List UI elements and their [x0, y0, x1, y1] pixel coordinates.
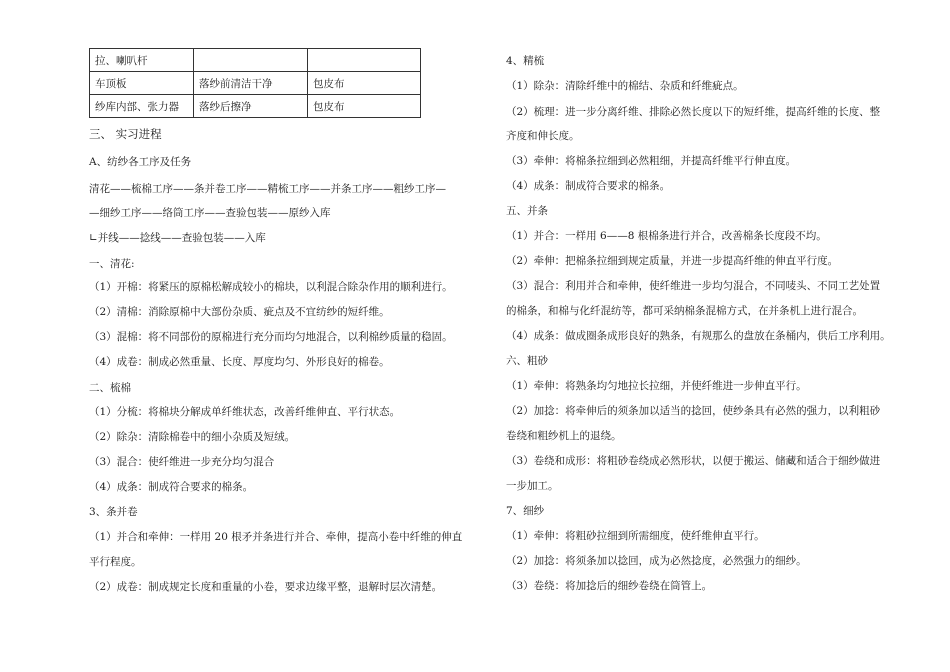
process-flow-line: 清花——梳棉工序——条并卷工序——精梳工序——并条工序——粗纱工序— [89, 183, 446, 195]
paragraph-line: 平行程度。 [89, 556, 142, 568]
section-heading: 三、 实习进程 [89, 127, 162, 141]
paragraph-line: （2）梳理：进一步分离纤维、排除必然长度以下的短纤维，提高纤维的长度、整 [506, 106, 881, 118]
paragraph-line: （2）除杂：清除棉卷中的细小杂质及短绒。 [89, 431, 296, 443]
paragraph-line: （3）混合：使纤维进一步充分均匀混合 [89, 456, 275, 468]
paragraph-line: （1）并合和牵伸：一样用 20 根矛并条进行并合、牵伸，提高小卷中纤维的伸直 [89, 531, 463, 543]
process-flow-line: —细纱工序——络筒工序——查验包装——原纱入库 [89, 207, 331, 219]
paragraph-line: （1）牵伸：将熟条均匀地拉长拉细，并使纤维进一步伸直平行。 [506, 380, 807, 392]
table-cell: 拉、喇叭杆 [90, 49, 194, 72]
paragraph-line: 卷绕和粗纱机上的退绕。 [506, 430, 622, 442]
step-heading: 一、清花: [89, 258, 135, 270]
table-cell: 包皮布 [308, 95, 421, 118]
process-flow-line: ∟并线——捻线——查验包装——入库 [89, 232, 266, 244]
paragraph-line: （1）并合：一样用 6——8 根棉条进行并合，改善棉条长度段不均。 [506, 230, 827, 242]
paragraph-line: （3）卷绕：将加捻后的细纱卷绕在筒管上。 [506, 580, 713, 592]
step-heading: 7、细纱 [506, 505, 545, 517]
table-cell: 纱库内部、张力器 [90, 95, 194, 118]
table-cell [308, 49, 421, 72]
table-cell: 车顶板 [90, 72, 194, 95]
step-heading: 3、条并卷 [89, 506, 138, 518]
step-heading: 4、精梳 [506, 55, 545, 67]
paragraph-line: （2）成卷：制成规定长度和重量的小卷，要求边缘平整，退解时层次清楚。 [89, 581, 443, 593]
table-cell: 包皮布 [308, 72, 421, 95]
paragraph-line: （4）成卷：制成必然重量、长度、厚度均匀、外形良好的棉卷。 [89, 356, 390, 368]
paragraph-line: （2）清棉：消除原棉中大部份杂质、疵点及不宜纺纱的短纤维。 [89, 306, 390, 318]
paragraph-line: （3）牵伸：将棉条拉细到必然粗细，并提高纤维平行伸直度。 [506, 155, 797, 167]
step-heading: 五、并条 [506, 205, 548, 217]
paragraph-line: （3）卷绕和成形：将粗砂卷绕成必然形状，以便于搬运、储藏和适合于细纱做进 [506, 455, 881, 467]
paragraph-line: （3）混合：利用并合和牵伸，使纤维进一步均匀混合，不同唛头、不同工艺处置 [506, 280, 881, 292]
paragraph-line: （2）加捻：将牵伸后的须条加以适当的捻回，使纱条具有必然的强力，以利粗砂 [506, 405, 881, 417]
paragraph-line: （1）牵伸：将粗砂拉细到所需细度，使纤维伸直平行。 [506, 530, 765, 542]
paragraph-line: （2）加捻：将须条加以捻回，成为必然捻度，必然强力的细纱。 [506, 555, 807, 567]
paragraph-line: （2）牵伸：把棉条拉细到规定质量，并进一步提高纤维的伸直平行度。 [506, 255, 839, 267]
table-row [90, 72, 421, 95]
paragraph-line: （4）成条：制成符合要求的棉条。 [506, 180, 671, 192]
subsection-heading: A、纺纱各工序及任务 [89, 156, 192, 168]
paragraph-line: （3）混棉：将不同部份的原棉进行充分而均匀地混合，以利棉纱质量的稳固。 [89, 331, 453, 343]
maintenance-table [89, 48, 421, 118]
paragraph-line: （4）成条：制成符合要求的棉条。 [89, 481, 254, 493]
step-heading: 二、梳棉 [89, 382, 131, 394]
table-row [90, 95, 421, 118]
step-heading: 六、粗砂 [506, 355, 548, 367]
paragraph-line: （1）除杂：清除纤维中的棉结、杂质和纤维疵点。 [506, 80, 744, 92]
table-cell: 落纱前清洁干净 [194, 72, 308, 95]
paragraph-line: 齐度和伸长度。 [506, 130, 580, 142]
table-cell [194, 49, 308, 72]
table-cell: 落纱后擦净 [194, 95, 308, 118]
paragraph-line: 的棉条，和棉与化纤混纺等，都可采纳棉条混棉方式，在并条机上进行混合。 [506, 305, 863, 317]
table-row [90, 49, 421, 72]
paragraph-line: （4）成条：做成圈条成形良好的熟条，有规那么的盘放在条桶内，供后工序利用。 [506, 330, 891, 342]
paragraph-line: （1）开棉：将紧压的原棉松解成较小的棉块，以利混合除杂作用的顺利进行。 [89, 281, 453, 293]
paragraph-line: （1）分梳：将棉块分解成单纤维状态，改善纤维伸直、平行状态。 [89, 406, 401, 418]
paragraph-line: 一步加工。 [506, 480, 559, 492]
